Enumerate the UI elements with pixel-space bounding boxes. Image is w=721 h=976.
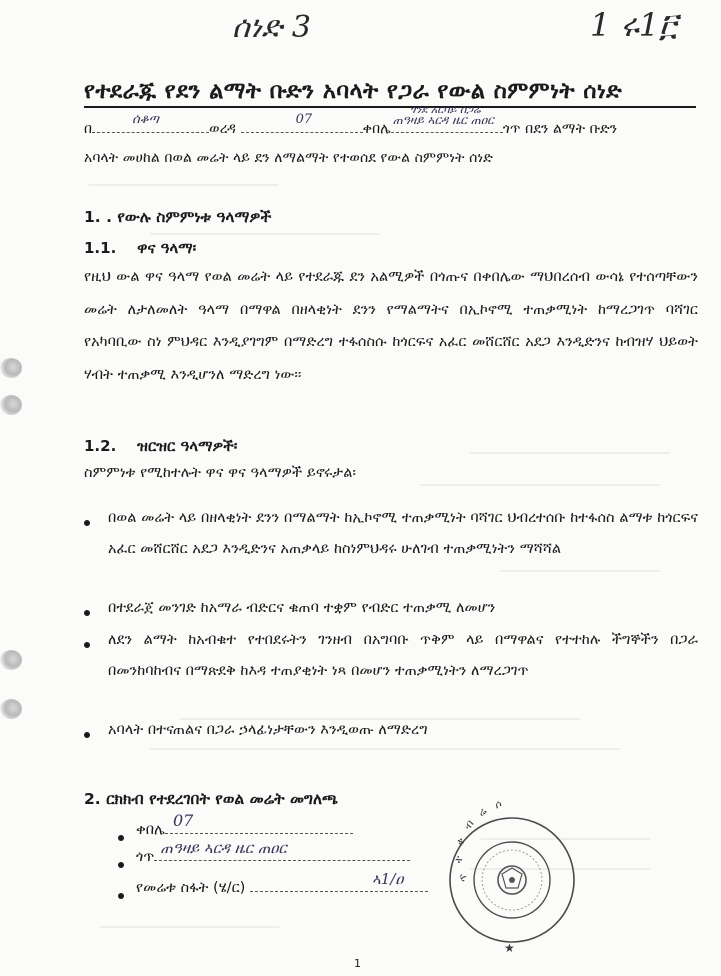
intro-line-1 bbox=[84, 112, 618, 139]
handwritten-doc-number: ሰነድ 3 bbox=[232, 10, 311, 45]
section-2-heading: 2. ርክክብ የተደረገበት የወል መሬት መግለጫ bbox=[84, 790, 339, 808]
subsection-1-1-title: ዋና ዓላማ፡ bbox=[137, 239, 197, 257]
bullet-marker bbox=[118, 856, 134, 872]
bullet-marker bbox=[84, 726, 100, 742]
section-1-heading: 1. . የውሉ ስምምነቱ ዓላማዎች bbox=[84, 208, 272, 226]
kebele-fill: 07 bbox=[295, 112, 313, 127]
bullet-marker bbox=[84, 636, 100, 652]
objective-item: ለደን ልማት ከአብቁተ የተበደሩትን ገንዘብ በአግባቡ ጥቅም ላይ በማዋልና የተተከሉ ችግኞችን በጋራ በመንከባከብና በማጽደቅ ከእዳ ተጠያቂነት ነጻ በመሆን ተጠቃሚነትን ለማረጋገጥ bbox=[108, 631, 698, 679]
bleed-through bbox=[100, 926, 280, 928]
kebele-blank bbox=[241, 112, 363, 133]
land-got-blank bbox=[154, 839, 410, 861]
got-blank bbox=[391, 113, 503, 133]
got-fill: ጠዓዛይ ኣርዳ ዜር ጠዐር bbox=[392, 113, 494, 127]
bleed-through bbox=[470, 452, 670, 454]
land-area-label: የመሬቱ ስፋት (ሄ/ር) bbox=[136, 879, 246, 896]
bleed-through bbox=[88, 184, 278, 186]
land-got-fill: ጠዓዛይ ኣርዳ ዜር ጠዐር bbox=[160, 839, 287, 857]
objective-item: አባላት በተናጠልና በጋራ ኃላፊነታቸውን እንዲወጡ ለማድረግ bbox=[108, 721, 428, 738]
land-kebele-row bbox=[136, 811, 353, 840]
svg-text:★: ★ bbox=[504, 941, 515, 955]
subsection-1-1-number: 1.1. bbox=[84, 239, 117, 257]
handwritten-fill-above: ጎንደ አርባይ ሰጋሬ bbox=[410, 103, 481, 116]
punch-hole bbox=[0, 395, 22, 415]
bleed-through bbox=[500, 570, 660, 572]
land-kebele-label: ቀበሌ bbox=[136, 821, 165, 838]
handwritten-ref-number: 1 ሩ1፫ bbox=[590, 6, 677, 44]
objective-item: በተደራጀ መንገድ ከአማራ ብድርና ቁጠባ ተቋም የብድር ተጠቃሚ ለመሆን bbox=[108, 599, 496, 616]
bullet-marker bbox=[84, 514, 100, 530]
land-kebele-fill: 07 bbox=[172, 811, 194, 830]
subsection-1-2-number: 1.2. bbox=[84, 437, 117, 455]
punch-hole bbox=[0, 358, 22, 378]
woreda-fill: ሰቆጣ bbox=[132, 112, 159, 127]
objective-item: በወል መሬት ላይ በዘላቂነት ደንን በማልማት ከኢኮኖሚ ተጠቃሚነት ባሻገር ህብረተሰቡ ከተፋሰስ ልማቱ ከጎርፍና አፈር መሸርሸር አደጋ እንዲድንና አጠቃላይ ከስነምህዳሩ ሁለገብ ተጠቃሚነትን ማሻሻል bbox=[108, 509, 698, 557]
land-kebele-blank bbox=[165, 811, 353, 834]
page-number: 1 bbox=[354, 957, 361, 970]
intro-woreda: ወረዳ bbox=[209, 121, 237, 137]
page-title: የተደራጁ የደን ልማት ቡድን አባላት የጋራ የውል ስምምነት ሰነድ bbox=[84, 77, 696, 108]
objectives-intro: ስምምነቱ የሚከተሉት ዋና ዋና ዓላማዎች ይኖሩታል፡ bbox=[84, 464, 356, 481]
official-stamp bbox=[446, 800, 578, 960]
land-area-fill: ኣ1/ዐ bbox=[372, 870, 404, 888]
land-area-blank bbox=[250, 870, 428, 892]
intro-line-2: አባላት መሀከል በወል መሬት ላይ ደን ለማልማት የተወሰደ የውል ስምምነት ሰነድ bbox=[84, 150, 493, 166]
bullet-marker bbox=[118, 829, 134, 845]
punch-hole bbox=[0, 650, 22, 670]
intro-got: ጎጥ በደን ልማት ቡድን bbox=[502, 121, 618, 137]
bleed-through bbox=[150, 748, 620, 750]
subsection-1-2-title: ዝርዝር ዓላማዎች፡ bbox=[137, 437, 238, 455]
bleed-through bbox=[420, 484, 660, 486]
bullet-marker bbox=[118, 887, 134, 903]
woreda-blank bbox=[92, 112, 209, 133]
bleed-through bbox=[150, 233, 380, 235]
intro-kebele: ቀበሌ bbox=[362, 121, 391, 137]
subsection-1-1 bbox=[84, 239, 196, 257]
main-goal-paragraph: የዚህ ውል ዋና ዓላማ የወል መሬት ላይ የተደራጁ ደን አልሚዎች በጎጡና በቀበሌው ማህበረሰብ ውሳኔ የተሰጣቸውን መሬት ለታለመለት ዓላማ በማዋል በዘላቂነት ደንን የማልማትና በኢኮኖሚ ተጠቃሚነት ከማረጋገጥ ባሻገር የአካባቢው ስነ ምህዳር እንዲያገግም በማድረግ ተፋሰስሱ ከጎርፍና አፈር መሸርሸር አደጋ እንዲድንና ከብዝሃ ህይወት ሃብት ተጠቃሚ እንዲሆንለ ማድረግ ነው፡፡ bbox=[84, 268, 698, 383]
land-got-label: ጎጥ bbox=[136, 848, 155, 865]
subsection-1-2 bbox=[84, 437, 237, 455]
bullet-marker bbox=[84, 604, 100, 620]
punch-hole bbox=[0, 699, 22, 719]
intro-b: በ bbox=[84, 121, 93, 137]
land-got-row bbox=[136, 839, 410, 867]
svg-text:ጥ ተ ቀ ብ ሬ ሶ bbox=[452, 800, 506, 884]
land-area-row bbox=[136, 870, 428, 898]
stamp-text: ጥ ተ ቀ ብ ሬ ሶ bbox=[451, 800, 506, 885]
